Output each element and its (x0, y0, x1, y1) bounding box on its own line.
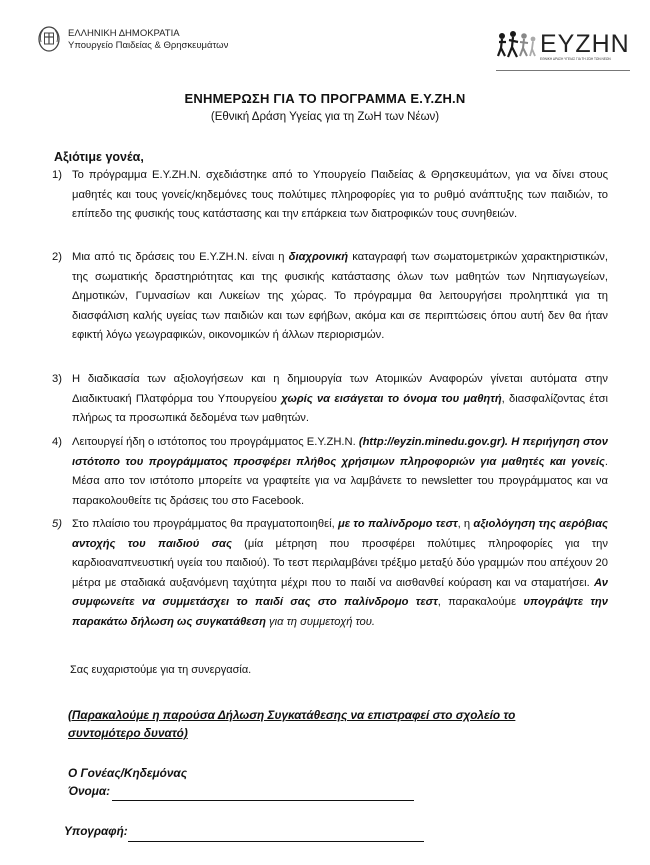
list-item (52, 515, 608, 645)
name-label: Όνομα: (68, 784, 111, 798)
item-text: Λειτουργεί ήδη ο ιστότοπος του προγράμματος Ε.Υ.ΖΗ.Ν. (http://eyzin.minedu.gov.gr). Η περιήγηση στον ιστότοπο του προγράμματος προσφέρει πλήθος χρήσιμων πληροφοριών για μαθητές και γονείς. Μέσα απο τον ιστότοπο μπορείτε να γραφτείτε για να λαμβάνετε το newsletter του προγράμματος και να παρακολουθείτε τις δράσεις του στο Facebook. (72, 436, 608, 507)
ministry-line2: Υπουργείο Παιδείας & Θρησκευμάτων (68, 40, 229, 51)
item-number: 1) (52, 169, 62, 181)
salutation: Αξιότιμε γονέα, (54, 150, 144, 164)
thanks-note: Σας ευχαριστούμε για τη συνεργασία. (70, 664, 252, 676)
item-number: 2) (52, 251, 62, 263)
running-figures-icon (496, 30, 540, 60)
list-item (52, 166, 608, 246)
guardian-label: Ο Γονέας/Κηδεμόνας (68, 766, 187, 780)
page-subtitle: (Εθνική Δράση Υγείας για τη ΖωΗ των Νέων) (210, 111, 440, 123)
signature-field[interactable] (128, 841, 424, 842)
website-url: (http://eyzin.minedu.gov.gr) (358, 436, 505, 448)
item-text: Στο πλαίσιο του προγράμματος θα πραγματοποιηθεί, με το παλίνδρομο τεστ, η αξιολόγηση της αερόβιας αντοχής του παιδιού σας (μία μέτρηση που προσφέρει πολύτιμες πληροφορίες για την καρδιοαναπνευστική υγεία του παιδιού). Το τεστ περιλαμβάνει τρέξιμο μεταξύ δύο γραμμών που απέχουν 20 μέτρα με σταδιακά αυξανόμενη ταχύτητα μέχρι που το παιδί να αισθανθεί κούραση και να σταματήσει. Αν συμφωνείτε να συμμετάσχει το παιδί σας στο παλίνδρομο τεστ, παρακαλούμε υπογράψτε την παρακάτω δήλωση ως συγκατάθεση για τη συμμετοχή του. (72, 518, 608, 628)
item-number: 3) (52, 373, 62, 385)
list-item (52, 433, 608, 513)
return-request: (Παρακαλούμε η παρούσα Δήλωση Συγκατάθεσης να επιστραφεί στο σχολείο το συντομότερο δυνατό) (68, 708, 516, 740)
item-number: 5) (52, 518, 62, 530)
logo-tagline: ΕΘΝΙΚΗ ΔΡΑΣΗ ΥΓΕΙΑΣ ΓΙΑ ΤΗ ΖΩΗ ΤΩΝ ΝΕΩΝ (540, 57, 611, 61)
logo-text: ΕΥΖΗΝ (540, 30, 630, 58)
header-rule (496, 70, 630, 71)
list-item (52, 248, 608, 368)
item-number: 4) (52, 436, 62, 448)
signature-label: Υπογραφή: (64, 824, 128, 838)
item-text: Μια από τις δράσεις του Ε.Υ.ΖΗ.Ν. είναι η διαχρονική καταγραφή των σωματομετρικών χαρακτηριστικών, της σωματικής δραστηριότητας και της φυσικής κατάστασης όλων των μαθητών των Νηπιαγωγείων, Δημοτικών, Γυμνασίων και Λυκείων της χώρας. Το πρόγραμμα θα λειτουργήσει προληπτικά για τη διασφάλιση καλής υγείας των παιδιών και των εφήβων, ακόμα και σε περιπτώσεις όπου αυτή δεν θα ήταν εφικτή λόγω γεωγραφικών, οικονομικών ή άλλων περιορισμών. (72, 251, 608, 342)
ministry-line1: ΕΛΛΗΝΙΚΗ ΔΗΜΟΚΡΑΤΙΑ (68, 28, 180, 39)
page-title: ΕΝΗΜΕΡΩΣΗ ΓΙΑ ΤΟ ΠΡΟΓΡΑΜΜΑ Ε.Υ.ΖΗ.Ν (184, 91, 466, 106)
eyzhn-logo (496, 28, 630, 64)
header (0, 0, 650, 80)
name-field[interactable] (112, 800, 414, 801)
item-text: Το πρόγραμμα Ε.Υ.ΖΗ.Ν. σχεδιάστηκε από το Υπουργείο Παιδείας & Θρησκευμάτων, για να δίνει στους μαθητές και τους γονείς/κηδεμόνες τους πολύτιμες πληροφορίες για το ρυθμό ανάπτυξης των παιδιών, το επίπεδο της φυσικής τους κατάστασης και την επάρκεια των διατροφικών τους συνηθειών. (72, 169, 608, 221)
item-text: Η διαδικασία των αξιολογήσεων και η δημιουργία των Ατομικών Αναφορών γίνεται αυτόματα στην Διαδικτυακή Πλατφόρμα του Υπουργείου χωρίς να εισάγεται το όνομα του μαθητή, διασφαλίζοντας έτσι πλήρως τα προσωπικά δεδομένα των μαθητών. (72, 373, 608, 425)
greek-emblem-icon (38, 26, 60, 52)
list-item (52, 370, 608, 430)
